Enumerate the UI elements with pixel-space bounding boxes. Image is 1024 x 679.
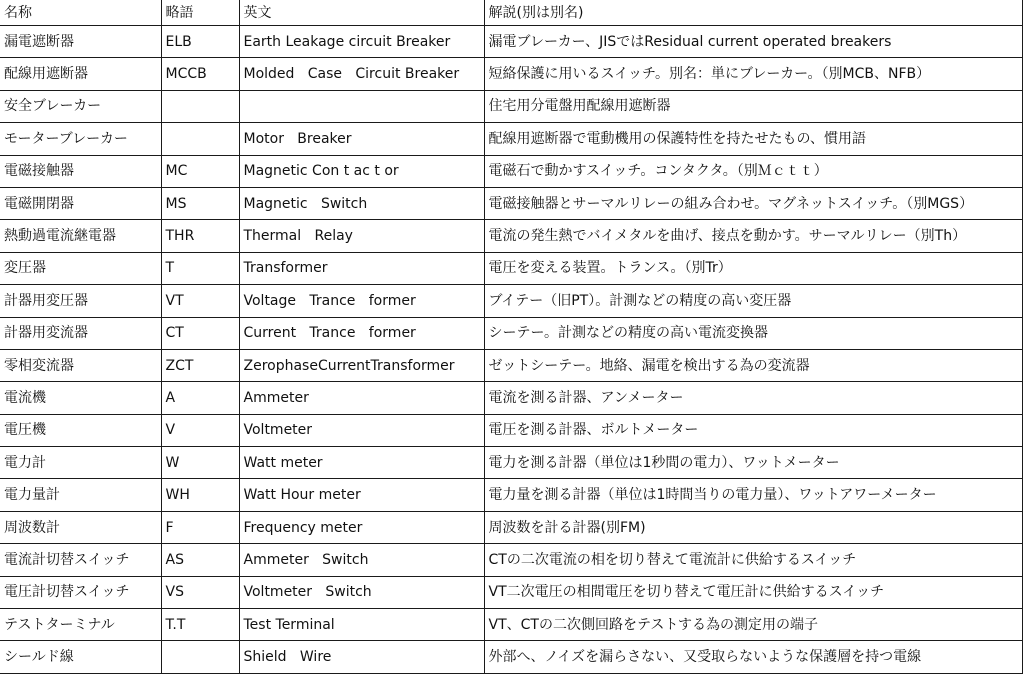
cell-abbr[interactable]: F bbox=[161, 511, 239, 543]
cell-english[interactable]: Ammeter bbox=[239, 382, 484, 414]
cell-abbr[interactable]: WH bbox=[161, 479, 239, 511]
cell-name[interactable]: 電圧計切替スイッチ bbox=[0, 576, 161, 608]
table-row bbox=[0, 252, 1022, 284]
cell-description[interactable]: 外部へ、ノイズを漏らさない、又受取らないような保護層を持つ電線 bbox=[484, 641, 1022, 673]
table-row bbox=[0, 349, 1022, 381]
cell-description[interactable]: 漏電ブレーカー、JISではResidual current operated breakers bbox=[484, 26, 1022, 58]
cell-english[interactable] bbox=[239, 90, 484, 122]
cell-description[interactable]: シーテー。計測などの精度の高い電流変換器 bbox=[484, 317, 1022, 349]
cell-description[interactable]: 住宅用分電盤用配線用遮断器 bbox=[484, 90, 1022, 122]
cell-name[interactable]: 漏電遮断器 bbox=[0, 26, 161, 58]
table-row bbox=[0, 123, 1022, 155]
table-row bbox=[0, 382, 1022, 414]
cell-english[interactable]: Ammeter Switch bbox=[239, 544, 484, 576]
cell-abbr[interactable]: VT bbox=[161, 285, 239, 317]
cell-name[interactable]: 安全ブレーカー bbox=[0, 90, 161, 122]
table-row bbox=[0, 576, 1022, 608]
cell-english[interactable]: Watt Hour meter bbox=[239, 479, 484, 511]
cell-english[interactable]: Voltmeter Switch bbox=[239, 576, 484, 608]
cell-abbr[interactable]: THR bbox=[161, 220, 239, 252]
header-row bbox=[0, 0, 1022, 26]
cell-english[interactable]: Motor Breaker bbox=[239, 123, 484, 155]
cell-name[interactable]: 電力量計 bbox=[0, 479, 161, 511]
cell-abbr[interactable]: AS bbox=[161, 544, 239, 576]
cell-english[interactable]: Molded Case Circuit Breaker bbox=[239, 58, 484, 90]
cell-name[interactable]: 零相変流器 bbox=[0, 349, 161, 381]
table-row bbox=[0, 285, 1022, 317]
cell-english[interactable]: Test Terminal bbox=[239, 609, 484, 641]
cell-abbr[interactable]: MCCB bbox=[161, 58, 239, 90]
table-row bbox=[0, 511, 1022, 543]
cell-description[interactable]: 電力を測る計器（単位は1秒間の電力）、ワットメーター bbox=[484, 447, 1022, 479]
table-row bbox=[0, 220, 1022, 252]
cell-name[interactable]: 電磁開閉器 bbox=[0, 187, 161, 219]
cell-english[interactable]: Shield Wire bbox=[239, 641, 484, 673]
table-row bbox=[0, 479, 1022, 511]
cell-english[interactable]: Earth Leakage circuit Breaker bbox=[239, 26, 484, 58]
cell-name[interactable]: 電磁接触器 bbox=[0, 155, 161, 187]
cell-name[interactable]: 配線用遮断器 bbox=[0, 58, 161, 90]
cell-english[interactable]: ZerophaseCurrentTransformer bbox=[239, 349, 484, 381]
cell-abbr[interactable] bbox=[161, 90, 239, 122]
cell-abbr[interactable]: T bbox=[161, 252, 239, 284]
cell-english[interactable]: Current Trance former bbox=[239, 317, 484, 349]
cell-name[interactable]: シールド線 bbox=[0, 641, 161, 673]
cell-description[interactable]: VT二次電圧の相間電圧を切り替えて電圧計に供給するスイッチ bbox=[484, 576, 1022, 608]
cell-abbr[interactable]: VS bbox=[161, 576, 239, 608]
header-english[interactable]: 英文 bbox=[239, 0, 484, 26]
cell-abbr[interactable] bbox=[161, 123, 239, 155]
cell-english[interactable]: Voltmeter bbox=[239, 414, 484, 446]
cell-abbr[interactable]: CT bbox=[161, 317, 239, 349]
table-row bbox=[0, 447, 1022, 479]
table-body bbox=[0, 26, 1022, 674]
table-row bbox=[0, 155, 1022, 187]
cell-abbr[interactable]: V bbox=[161, 414, 239, 446]
cell-description[interactable]: VT、CTの二次側回路をテストする為の測定用の端子 bbox=[484, 609, 1022, 641]
cell-description[interactable]: 電力量を測る計器（単位は1時間当りの電力量）、ワットアワーメーター bbox=[484, 479, 1022, 511]
table-row bbox=[0, 544, 1022, 576]
header-description[interactable]: 解説(別は別名) bbox=[484, 0, 1022, 26]
table-row bbox=[0, 317, 1022, 349]
table-row bbox=[0, 26, 1022, 58]
cell-abbr[interactable] bbox=[161, 641, 239, 673]
table-row bbox=[0, 641, 1022, 673]
cell-description[interactable]: 電磁石で動かすスイッチ。コンタクタ。（別Ｍｃｔｔ） bbox=[484, 155, 1022, 187]
cell-description[interactable]: 電流の発生熱でバイメタルを曲げ、接点を動かす。サーマルリレー（別Th） bbox=[484, 220, 1022, 252]
cell-name[interactable]: 変圧器 bbox=[0, 252, 161, 284]
cell-english[interactable]: Magnetic Con t ac t or bbox=[239, 155, 484, 187]
cell-name[interactable]: 周波数計 bbox=[0, 511, 161, 543]
cell-english[interactable]: Watt meter bbox=[239, 447, 484, 479]
cell-english[interactable]: Magnetic Switch bbox=[239, 187, 484, 219]
cell-abbr[interactable]: MC bbox=[161, 155, 239, 187]
cell-description[interactable]: 電圧を測る計器、ボルトメーター bbox=[484, 414, 1022, 446]
cell-english[interactable]: Thermal Relay bbox=[239, 220, 484, 252]
cell-abbr[interactable]: MS bbox=[161, 187, 239, 219]
cell-english[interactable]: Frequency meter bbox=[239, 511, 484, 543]
cell-description[interactable]: 周波数を計る計器(別FM) bbox=[484, 511, 1022, 543]
cell-description[interactable]: ブイテー（旧PT）。計測などの精度の高い変圧器 bbox=[484, 285, 1022, 317]
header-abbr[interactable]: 略語 bbox=[161, 0, 239, 26]
table-row bbox=[0, 414, 1022, 446]
cell-name[interactable]: 電力計 bbox=[0, 447, 161, 479]
cell-description[interactable]: 配線用遮断器で電動機用の保護特性を持たせたもの、慣用語 bbox=[484, 123, 1022, 155]
cell-description[interactable]: ゼットシーテー。地絡、漏電を検出する為の変流器 bbox=[484, 349, 1022, 381]
table-row bbox=[0, 609, 1022, 641]
table-row bbox=[0, 58, 1022, 90]
cell-description[interactable]: 電磁接触器とサーマルリレーの組み合わせ。マグネットスイッチ。（別MGS） bbox=[484, 187, 1022, 219]
cell-name[interactable]: 電圧機 bbox=[0, 414, 161, 446]
cell-name[interactable]: モーターブレーカー bbox=[0, 123, 161, 155]
header-name[interactable]: 名称 bbox=[0, 0, 161, 26]
cell-name[interactable]: 計器用変圧器 bbox=[0, 285, 161, 317]
cell-description[interactable]: 短絡保護に用いるスイッチ。別名：単にブレーカー。（別MCB、NFB） bbox=[484, 58, 1022, 90]
cell-english[interactable]: Voltage Trance former bbox=[239, 285, 484, 317]
cell-name[interactable]: 熱動過電流継電器 bbox=[0, 220, 161, 252]
cell-name[interactable]: テストターミナル bbox=[0, 609, 161, 641]
cell-description[interactable]: 電圧を変える装置。トランス。（別Tr） bbox=[484, 252, 1022, 284]
cell-english[interactable]: Transformer bbox=[239, 252, 484, 284]
cell-abbr[interactable]: ELB bbox=[161, 26, 239, 58]
cell-description[interactable]: CTの二次電流の相を切り替えて電流計に供給するスイッチ bbox=[484, 544, 1022, 576]
cell-description[interactable]: 電流を測る計器、アンメーター bbox=[484, 382, 1022, 414]
cell-abbr[interactable]: W bbox=[161, 447, 239, 479]
cell-abbr[interactable]: T.T bbox=[161, 609, 239, 641]
cell-name[interactable]: 電流機 bbox=[0, 382, 161, 414]
cell-abbr[interactable]: A bbox=[161, 382, 239, 414]
table-row bbox=[0, 187, 1022, 219]
cell-name[interactable]: 計器用変流器 bbox=[0, 317, 161, 349]
table-row bbox=[0, 90, 1022, 122]
cell-abbr[interactable]: ZCT bbox=[161, 349, 239, 381]
cell-name[interactable]: 電流計切替スイッチ bbox=[0, 544, 161, 576]
